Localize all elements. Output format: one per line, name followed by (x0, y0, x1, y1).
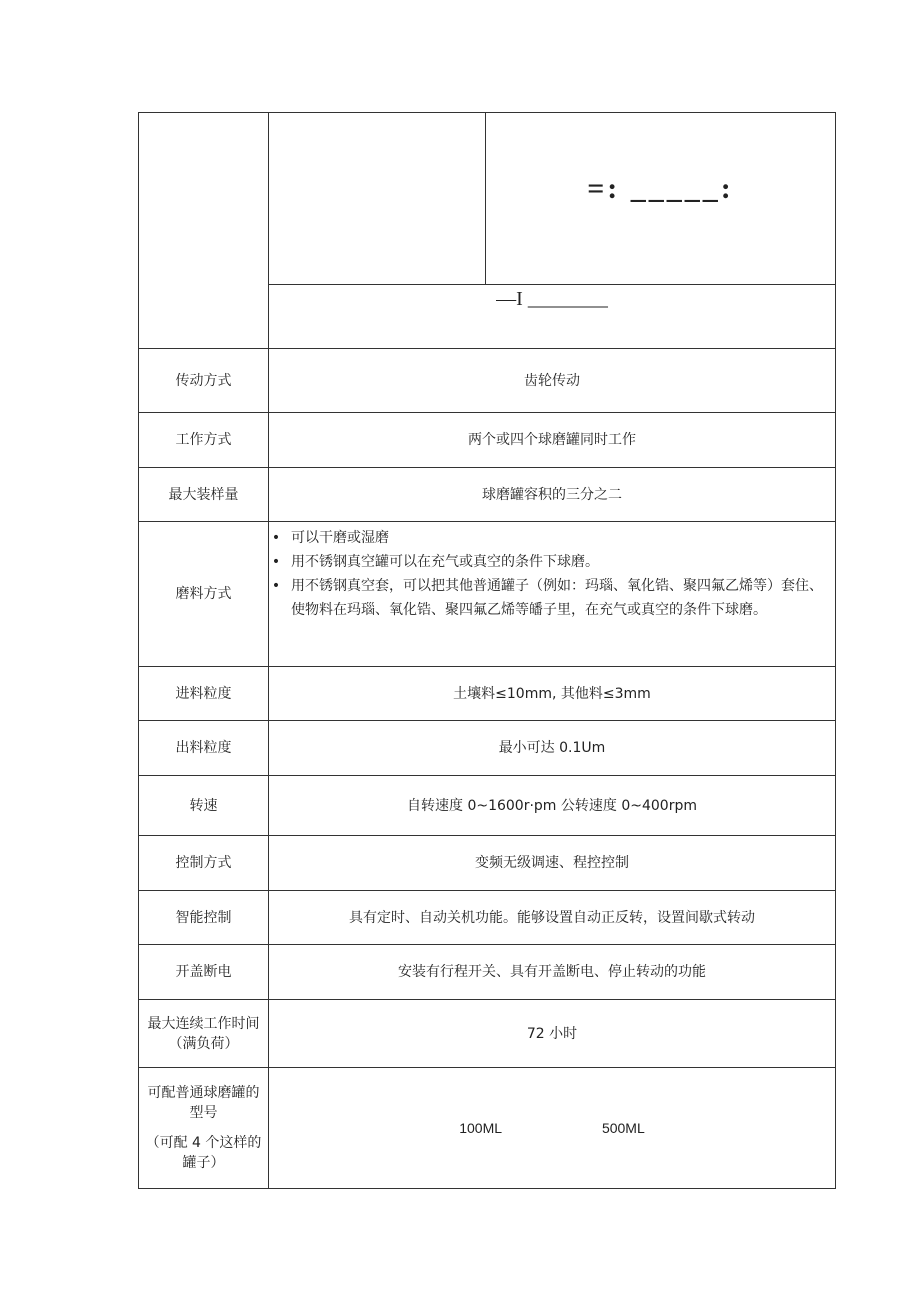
row-label: 工作方式 (139, 413, 269, 468)
row-label: 控制方式 (139, 836, 269, 891)
row-value: 安装有行程开关、具有开盖断电、停止转动的功能 (269, 945, 836, 1000)
row-value: 72 小时 (269, 1000, 836, 1068)
table-row (139, 413, 836, 468)
row-value: 两个或四个球磨罐同时工作 (269, 413, 836, 468)
row-label-line: （满负荷） (168, 1035, 239, 1052)
table-row (139, 836, 836, 891)
row-label: 出料粒度 (139, 721, 269, 776)
row-value: 自转速度 0~1600r·pm 公转速度 0~400rpm (269, 776, 836, 836)
row-label (139, 1000, 269, 1068)
row-value: 最小可达 0.1Um (269, 721, 836, 776)
table-row (139, 945, 836, 1000)
table-row (139, 721, 836, 776)
row-label-spacer (139, 1123, 268, 1133)
table-row (139, 1068, 836, 1189)
row-label: 进料粒度 (139, 667, 269, 721)
row-label: 传动方式 (139, 349, 269, 413)
row-label-line: 最大连续工作时间 (147, 1015, 260, 1032)
header-image-cell-right (486, 113, 836, 285)
header-caption-cell (269, 285, 836, 349)
row-label: 最大装样量 (139, 468, 269, 522)
row-value: 变频无级调速、程控控制 (269, 836, 836, 891)
header-mark-line2: —I ________ (496, 288, 608, 310)
row-value: 具有定时、自动关机功能。能够设置自动正反转，设置间歇式转动 (269, 891, 836, 945)
list-item: • 用不锈钢真空套，可以把其他普通罐子（例如：玛瑙、氧化锆、聚四氟乙烯等）套住、使物料在玛瑙、氧化锆、聚四氟乙烯等皤子里，在充气或真空的条件下球磨。 (291, 574, 831, 622)
table-row (139, 468, 836, 522)
spec-table (138, 112, 836, 1189)
grinding-method-list (269, 526, 835, 622)
header-blank-cell (139, 113, 269, 349)
row-value-bullets (269, 522, 836, 667)
row-label: 智能控制 (139, 891, 269, 945)
table-row (139, 776, 836, 836)
row-label-line: 型号 (189, 1105, 218, 1121)
row-label: 磨料方式 (139, 522, 269, 667)
table-row (139, 667, 836, 721)
model-100ml: 100ML (459, 1120, 503, 1136)
table-row (139, 522, 836, 667)
row-label-line: （可配 4 个这样的 (145, 1135, 262, 1151)
row-value: 球磨罐容积的三分之二 (269, 468, 836, 522)
row-label-line: 罐子） (182, 1155, 225, 1171)
row-value: 齿轮传动 (269, 349, 836, 413)
row-label (139, 1068, 269, 1189)
header-mark-line1: =: _____: (587, 172, 734, 205)
table-row (139, 1000, 836, 1068)
row-value: 土壤料≤10mm, 其他料≤3mm (269, 667, 836, 721)
list-item: • 可以干磨或湿磨 (291, 526, 831, 550)
header-image-cell-left (269, 113, 486, 285)
table-row (139, 891, 836, 945)
row-label: 转速 (139, 776, 269, 836)
table-row (139, 349, 836, 413)
row-label-line: 可配普通球磨罐的 (147, 1085, 260, 1101)
list-item: • 用不锈钢真空罐可以在充气或真空的条件下球磨。 (291, 550, 831, 574)
model-500ml: 500ML (601, 1120, 645, 1136)
row-label: 开盖断电 (139, 945, 269, 1000)
row-value-models (269, 1068, 836, 1189)
